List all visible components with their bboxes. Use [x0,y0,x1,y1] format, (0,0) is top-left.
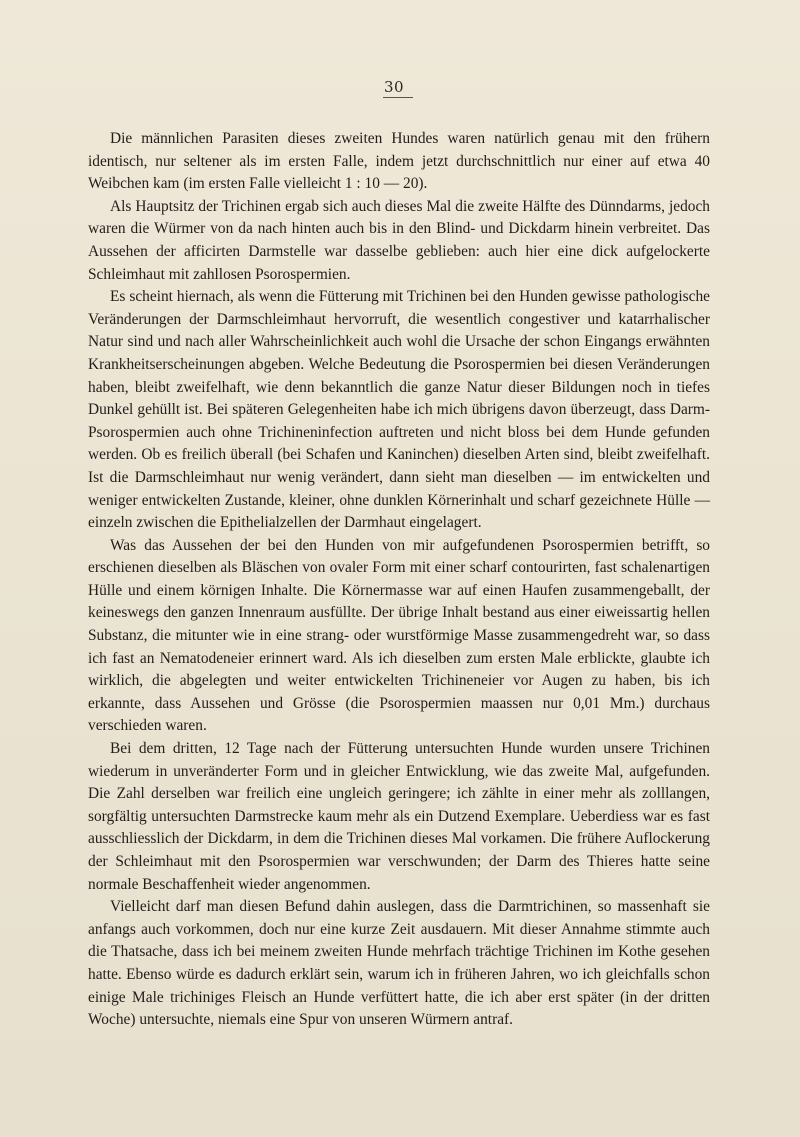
paragraph-4: Was das Aussehen der bei den Hunden von mir aufgefundenen Psorospermien betrifft, so erschienen dieselben als Bläschen von ovaler Form mit einer scharf contourirten, fast schalenartigen Hülle und einem körnigen Inhalte. Die Körnermasse war auf einen Haufen zusammengeballt, der keineswegs den ganzen Innenraum ausfüllte. Der übrige Inhalt bestand aus einer eiweissartig hellen Substanz, die mitunter wie in eine strang- oder wurstförmige Masse zusammengedreht war, so dass ich fast an Nematodeneier erinnert ward. Als ich dieselben zum ersten Male erblickte, glaubte ich wirklich, die abgelegten und weiter entwickelten Trichineneier vor Augen zu haben, bis ich erkannte, dass Aussehen und Grösse (die Psorospermien maassen nur 0,01 Mm.) durchaus verschieden waren. [88,536,710,735]
paragraph-1: Die männlichen Parasiten dieses zweiten Hundes waren natürlich genau mit den frühern identisch, nur seltener als im ersten Falle, indem jetzt durchschnittlich nur einer auf etwa 40 Weibchen kam (im ersten Falle vielleicht 1 : 10 — 20). [88,130,710,193]
page-number-text: 30 [384,78,405,96]
paragraph-2: Als Hauptsitz der Trichinen ergab sich auch dieses Mal die zweite Hälfte des Dünndarms, jedoch waren die Würmer von da nach hinten auch bis in den Blind- und Dickdarm hinein verbreitet. Das Aussehen der afficirten Darmstelle war dasselbe geblieben: auch hier eine dick aufgelockerte Schleimhaut mit zahllosen Psorospermien. [88,197,710,283]
paragraph-3: Es scheint hiernach, als wenn die Fütterung mit Trichinen bei den Hunden gewisse pathologische Veränderungen der Darmschleimhaut hervorruft, die wesentlich congestiver und katarrhalischer Natur sind und nach aller Wahrscheinlichkeit auch wohl die Ursache der schon Eingangs erwähnten Krankheitserscheinungen abgeben. Welche Bedeutung die Psorospermien bei diesen Veränderungen haben, bleibt zweifelhaft, wie denn bekanntlich die ganze Natur dieser Bildungen noch in tiefes Dunkel gehüllt ist. Bei späteren Gelegenheiten habe ich mich übrigens davon überzeugt, dass Darm-Psorospermien auch ohne Trichineninfection auftreten und nicht bloss bei dem Hunde gefunden werden. Ob es freilich überall (bei Schafen und Kaninchen) dieselben Arten sind, bleibt zweifelhaft. Ist die Darmschleimhaut nur wenig verändert, dann sieht man dieselben — im entwickelten und weniger entwickelten Zustande, kleiner, ohne dunklen Körnerinhalt und scharf gezeichnete Hülle — einzeln zwischen die Epithelialzellen der Darmhaut eingelagert. [88,288,710,532]
page-number [384,78,434,98]
paragraph-6: Vielleicht darf man diesen Befund dahin auslegen, dass die Darmtrichinen, so massenhaft sie anfangs auch vorkommen, doch nur eine kurze Zeit ausdauern. Mit dieser Annahme stimmte auch die Thatsache, dass ich bei meinem zweiten Hunde mehrfach trächtige Trichinen im Kothe gesehen hatte. Ebenso würde es dadurch erklärt sein, warum ich in früheren Jahren, wo ich gleichfalls schon einige Male trichiniges Fleisch an Hunde verfüttert hatte, die ich aber erst später (in der dritten Woche) untersuchte, niemals eine Spur von unseren Würmern antraf. [88,898,710,1029]
body-text [88,128,710,1032]
page-number-rule [383,97,413,98]
paragraph-5: Bei dem dritten, 12 Tage nach der Fütterung untersuchten Hunde wurden unsere Trichinen wiederum in unveränderter Form und in gleicher Entwicklung, wie das zweite Mal, aufgefunden. Die Zahl derselben war freilich eine ungleich geringere; ich zählte in einer mehr als zolllangen, sorgfältig untersuchten Darmstrecke kaum mehr als ein Dutzend Exemplare. Ueberdiess war es fast ausschliesslich der Dickdarm, in dem die Trichinen dieses Mal vorkamen. Die frühere Auflockerung der Schleimhaut mit den Psorospermien war verschwunden; der Darm des Thieres hatte seine normale Beschaffenheit wieder angenommen. [88,740,710,893]
